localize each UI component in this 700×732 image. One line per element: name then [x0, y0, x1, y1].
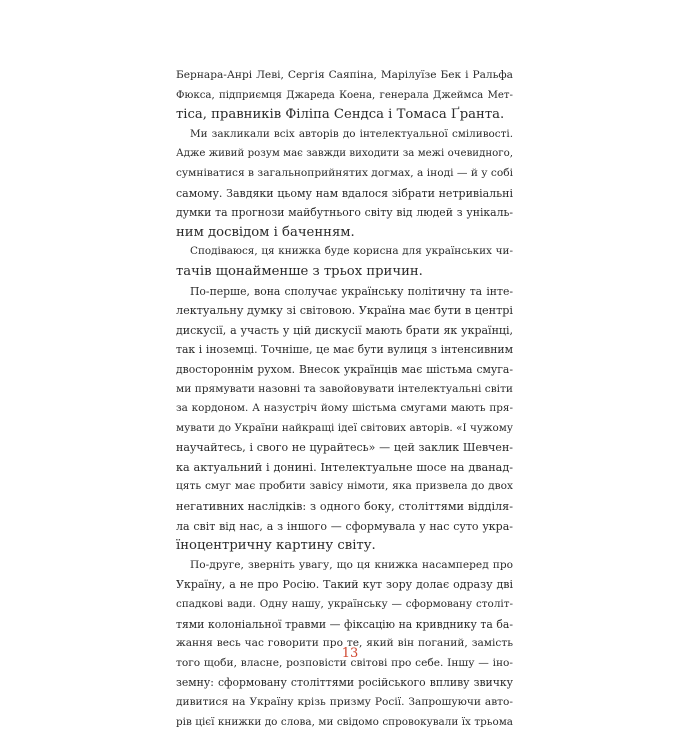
text-line: научайтесь, і свого не цурайтесь» — цей заклик Шевчен- — [176, 441, 513, 455]
text-line: По-перше, вона сполучає українську політичну та інте- — [190, 284, 513, 298]
text-line: ла світ від нас, а з іншого — сформувала у нас суто укра- — [176, 519, 513, 533]
page-number: 13 — [341, 646, 359, 661]
text-line: земну: сформовану століттями російського впливу звичку — [176, 676, 513, 690]
text-line: їноцентричну картину світу. — [176, 538, 376, 554]
text-line: Україну, а не про Росію. Такий кут зору долає одразу дві — [176, 578, 513, 592]
text-line: По-друге, зверніть увагу, що ця книжка насамперед про — [190, 558, 513, 571]
text-line: дивитися на Україну крізь призму Росії. Запрошуючи авто- — [176, 696, 513, 708]
text-line: мувати до України найкращі ідеї світових авторів. «І чужому — [176, 421, 513, 434]
text-line: того щоби, власне, розповісти світові про себе. Іншу — іно- — [176, 656, 513, 669]
text-line: думки та прогнози майбутнього світу від людей з унікаль- — [176, 206, 513, 220]
text-line: тачів щонайменше з трьох причин. — [176, 263, 423, 279]
text-line: спадкові вади. Одну нашу, українську — сформовану століт- — [176, 598, 513, 611]
text-line: цять смуг має пробити завісу німоти, яка призвела до двох — [176, 480, 513, 493]
text-line: рів цієї книжки до слова, ми свідомо спровокували їх трьома — [176, 715, 513, 728]
text-line: Сподіваюся, ця книжка буде корисна для українських чи- — [190, 245, 513, 258]
text-line: двостороннім рухом. Внесок українців має шістьма смуга- — [176, 362, 513, 376]
text-line: ка актуальний і донині. Інтелектуальне шосе на дванад- — [176, 460, 513, 474]
text-line: Ми закликали всіх авторів до інтелектуальної сміливості. — [190, 127, 513, 140]
text-line: ним досвідом і баченням. — [176, 224, 355, 240]
text-line: за кордоном. А назустріч йому шістьма смугами мають пря- — [176, 402, 513, 415]
text-line: негативних наслідків: з одного боку, століттями відділя- — [176, 500, 513, 514]
text-line: лектуальну думку зі світовою. Україна має бути в центрі — [176, 304, 513, 318]
text-line: Бернара-Анрі Леві, Сергія Саяпіна, Марілуїзе Бек і Ральфа — [176, 69, 513, 81]
text-line: так і іноземці. Точніше, це має бути вулиця з інтенсивним — [176, 343, 513, 357]
text-line: самому. Завдяки цьому нам вдалося зібрати нетривіальні — [176, 186, 513, 200]
text-line: ми прямувати назовні та завойовувати інтелектуальні світи — [176, 382, 513, 395]
text-line: Адже живий розум має завжди виходити за межі очевидного, — [176, 148, 513, 160]
body-text — [176, 66, 513, 732]
text-line: тіса, правників Філіпа Сендса і Томаса Ґранта. — [176, 107, 505, 123]
text-line: сумніватися в загальноприйнятих догмах, а іноді — й у собі — [176, 166, 513, 179]
text-line: жання весь час говорити про те, який він поганий, замість — [176, 637, 513, 650]
text-line: дискусії, а участь у цій дискусії мають брати як українці, — [176, 323, 513, 337]
text-line: Фюкса, підприємця Джареда Коена, генерала Джеймса Мет- — [176, 89, 513, 101]
text-line: тями колоніальної травми — фіксацію на кривднику та ба- — [176, 617, 513, 631]
